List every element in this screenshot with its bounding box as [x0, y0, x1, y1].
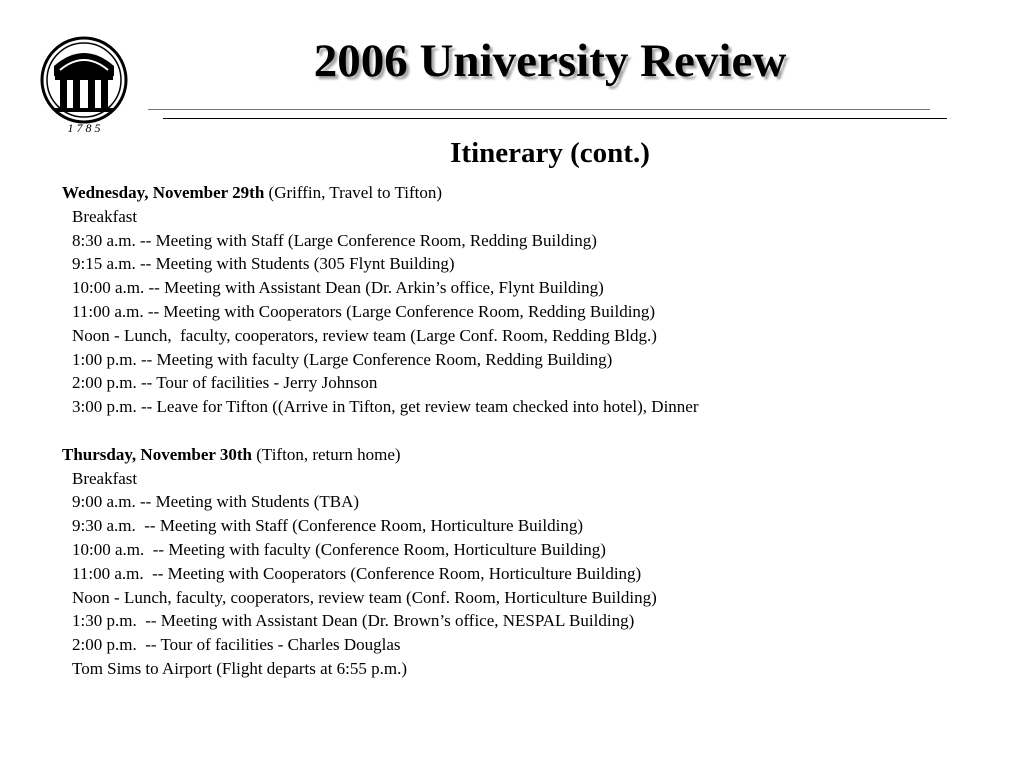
section-subtitle: Itinerary (cont.): [450, 137, 650, 169]
list-item: 10:00 a.m. -- Meeting with Assistant Dean (Dr. Arkin’s office, Flynt Building): [72, 278, 604, 298]
list-item: Breakfast: [72, 206, 138, 226]
list-item: Noon - Lunch, faculty, cooperators, review team (Conf. Room, Horticulture Building): [72, 587, 657, 607]
day-note: (Griffin, Travel to Tifton): [264, 183, 443, 202]
title-divider-red: [148, 109, 930, 110]
day-block-thursday: [62, 443, 1012, 681]
list-item: Breakfast: [72, 468, 138, 488]
list-item: Noon - Lunch, faculty, cooperators, review team (Large Conf. Room, Redding Bldg.): [72, 325, 657, 345]
list-item: 2:00 p.m. -- Tour of facilities - Charles Douglas: [72, 635, 401, 655]
day-block-wednesday: [62, 181, 1012, 419]
day-name: Wednesday, November 29th: [62, 183, 265, 202]
logo-year: 1 7 8 5: [67, 121, 101, 135]
list-item: 3:00 p.m. -- Leave for Tifton ((Arrive in Tifton, get review team checked into hotel), Dinner: [72, 397, 699, 417]
list-item: 11:00 a.m. -- Meeting with Cooperators (Large Conference Room, Redding Building): [72, 301, 656, 321]
list-item: 1:00 p.m. -- Meeting with faculty (Large Conference Room, Redding Building): [72, 349, 613, 369]
list-item: 11:00 a.m. -- Meeting with Cooperators (Conference Room, Horticulture Building): [72, 563, 642, 583]
university-arch-logo-icon: [38, 36, 132, 136]
itinerary: [62, 181, 1012, 681]
list-item: 9:30 a.m. -- Meeting with Staff (Conference Room, Horticulture Building): [72, 516, 583, 536]
section-spacer: [62, 419, 1012, 443]
title-divider-black: [163, 118, 947, 119]
list-item: Tom Sims to Airport (Flight departs at 6:55 p.m.): [72, 658, 408, 678]
list-item: 1:30 p.m. -- Meeting with Assistant Dean (Dr. Brown’s office, NESPAL Building): [72, 611, 635, 631]
list-item: 8:30 a.m. -- Meeting with Staff (Large Conference Room, Redding Building): [72, 230, 597, 250]
list-item: 9:15 a.m. -- Meeting with Students (305 Flynt Building): [72, 254, 455, 274]
day-name: Thursday, November 30th: [62, 444, 253, 464]
list-item: 2:00 p.m. -- Tour of facilities - Jerry Johnson: [72, 373, 378, 393]
university-logo: [38, 36, 132, 136]
list-item: 10:00 a.m. -- Meeting with faculty (Conference Room, Horticulture Building): [72, 539, 606, 559]
day-heading: [62, 181, 1012, 205]
day-note: (Tifton, return home): [252, 444, 401, 464]
list-item: 9:00 a.m. -- Meeting with Students (TBA): [72, 492, 360, 512]
page-title: 2006 University Review: [313, 35, 787, 87]
day-heading: [62, 443, 1012, 467]
